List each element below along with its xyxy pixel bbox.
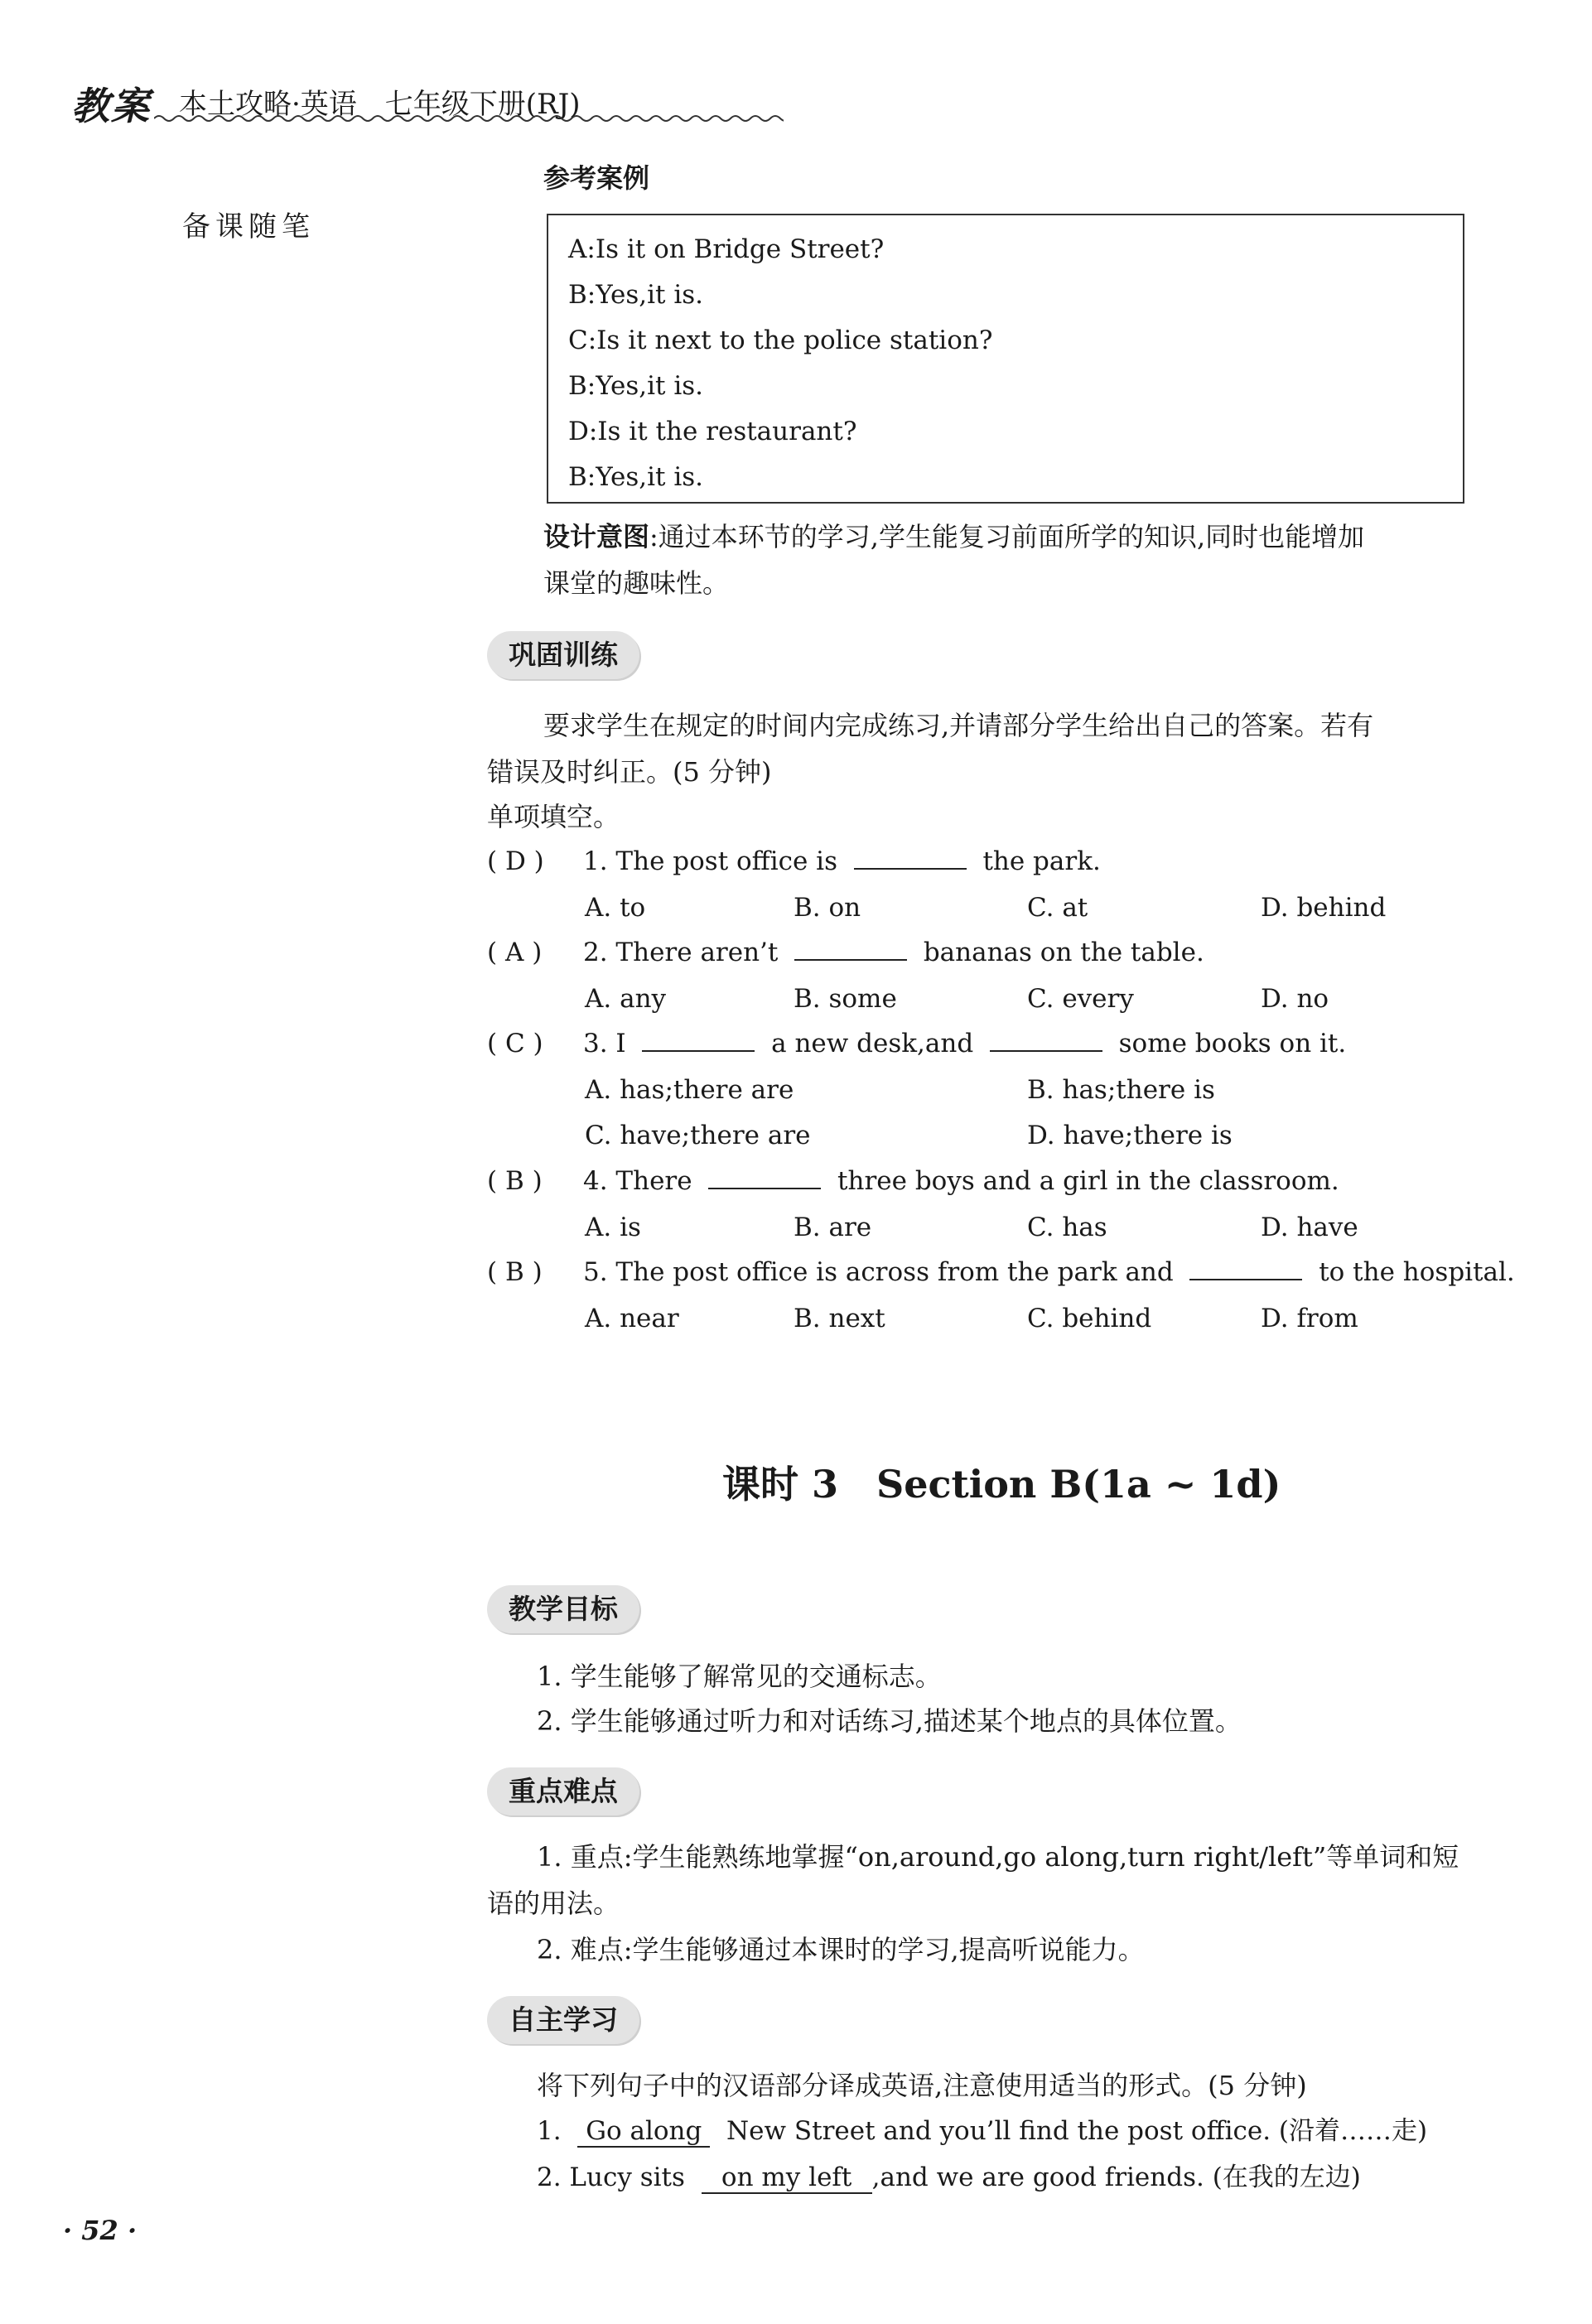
options-row (0, 1204, 1592, 1250)
option: B. are (794, 1213, 872, 1242)
filled-answer: on my left (702, 2162, 872, 2194)
question-2 (487, 929, 1204, 975)
reference-title: 参考案例 (543, 162, 650, 194)
option: B. next (794, 1304, 885, 1333)
question-text: a new desk,and (771, 1029, 974, 1058)
options-row (0, 1295, 1592, 1341)
question-text: some books on it. (1118, 1029, 1347, 1058)
option: A. to (585, 893, 646, 923)
dialog-line: B:Yes,it is. (568, 280, 704, 310)
dialog-line: D:Is it the restaurant? (568, 417, 857, 446)
question-text: three boys and a girl in the classroom. (837, 1166, 1339, 1196)
answer-mark: ( B ) (487, 1257, 543, 1287)
option: D. no (1261, 984, 1329, 1014)
option: C. at (1027, 893, 1088, 923)
options-row (0, 976, 1592, 1021)
answer-mark: ( A ) (487, 938, 543, 967)
key-point-item: 1. 重点:学生能熟练地掌握“on,around,go along,turn right/left”等单词和短 (537, 1841, 1459, 1873)
options-row (0, 885, 1592, 930)
answer-blank (642, 1020, 755, 1052)
page-number: · 52 · (63, 2215, 137, 2246)
question-4 (487, 1158, 1339, 1203)
question-1 (487, 838, 1101, 884)
answer-mark: ( C ) (487, 1029, 543, 1058)
question-text: 3. I (583, 1029, 626, 1058)
option: B. has;there is (1027, 1075, 1215, 1105)
dialog-line: A:Is it on Bridge Street? (568, 234, 885, 264)
page-header (71, 76, 717, 126)
answer-blank (854, 838, 967, 870)
option: C. has (1027, 1213, 1107, 1242)
section-tag-key-points: 重点难点 (487, 1767, 639, 1815)
item-number: 1. (537, 2116, 562, 2146)
reference-dialog-box (547, 214, 1464, 504)
margin-notes-label: 备课随笔 (182, 210, 315, 243)
option: C. every (1027, 984, 1134, 1014)
section-tag-objectives: 教学目标 (487, 1585, 639, 1633)
option: A. has;there are (585, 1075, 794, 1105)
item-text: ,and we are good friends. (在我的左边) (871, 2162, 1361, 2192)
question-text: to the hospital. (1319, 1257, 1515, 1287)
design-intent (543, 513, 1479, 606)
question-3 (487, 1020, 1346, 1066)
option: D. behind (1261, 893, 1387, 923)
section-tag-consolidation: 巩固训练 (487, 631, 639, 679)
option: C. behind (1027, 1304, 1152, 1333)
section-tag-self-study: 自主学习 (487, 1996, 639, 2044)
question-text: 2. There aren’t (583, 938, 779, 967)
question-text: the park. (982, 846, 1101, 876)
option: D. from (1261, 1304, 1358, 1333)
item-text: New Street and you’ll find the post office. (沿着……走) (726, 2116, 1428, 2146)
question-text: 4. There (583, 1166, 692, 1196)
header-wave-underline (154, 113, 784, 124)
objective-item: 1. 学生能够了解常见的交通标志。 (537, 1661, 942, 1692)
consolidation-intro: 要求学生在规定的时间内完成练习,并请部分学生给出自己的答案。若有 (543, 710, 1374, 741)
design-intent-text: :通过本环节的学习,学生能复习前面所学的知识,同时也能增加 (649, 521, 1365, 552)
dialog-line: B:Yes,it is. (568, 462, 704, 492)
self-study-intro: 将下列句子中的汉语部分译成英语,注意使用适当的形式。(5 分钟) (537, 2070, 1307, 2101)
options-grid (0, 1067, 1592, 1158)
design-intent-text-cont: 课堂的趣味性。 (543, 567, 730, 599)
objective-item: 2. 学生能够通过听力和对话练习,描述某个地点的具体位置。 (537, 1705, 1242, 1737)
answer-blank (794, 929, 907, 961)
option: A. near (585, 1304, 679, 1333)
key-point-item-cont: 语的用法。 (487, 1888, 620, 1919)
self-study-item-2 (537, 2155, 1361, 2201)
design-intent-label: 设计意图 (543, 521, 650, 552)
exercise-title: 单项填空。 (487, 801, 620, 832)
dialog-line: B:Yes,it is. (568, 371, 704, 401)
answer-mark: ( D ) (487, 846, 544, 876)
answer-mark: ( B ) (487, 1166, 543, 1196)
question-text: 1. The post office is (583, 846, 837, 876)
header-brand: 教案 (71, 84, 151, 128)
header-subtitle: 本土攻略·英语 七年级下册(RJ) (179, 88, 581, 121)
option: D. have;there is (1027, 1121, 1233, 1150)
answer-blank (708, 1158, 821, 1189)
self-study-item-1 (537, 2109, 1427, 2154)
dialog-line: C:Is it next to the police station? (568, 325, 993, 355)
option: A. any (585, 984, 667, 1014)
question-text: bananas on the table. (923, 938, 1204, 967)
lesson-title: 课时 3 Section B(1a ~ 1d) (722, 1462, 1281, 1507)
option: B. on (794, 893, 861, 923)
question-5 (487, 1249, 1515, 1295)
consolidation-intro-cont: 错误及时纠正。(5 分钟) (487, 756, 772, 788)
item-number: 2. Lucy sits (537, 2162, 685, 2192)
option: C. have;there are (585, 1121, 811, 1150)
option: A. is (585, 1213, 641, 1242)
option: D. have (1261, 1213, 1358, 1242)
question-text: 5. The post office is across from the park and (583, 1257, 1174, 1287)
answer-blank (1189, 1249, 1302, 1280)
option: B. some (794, 984, 897, 1014)
answer-blank (990, 1020, 1102, 1052)
key-point-item: 2. 难点:学生能够通过本课时的学习,提高听说能力。 (537, 1934, 1145, 1965)
filled-answer: Go along (577, 2116, 710, 2148)
